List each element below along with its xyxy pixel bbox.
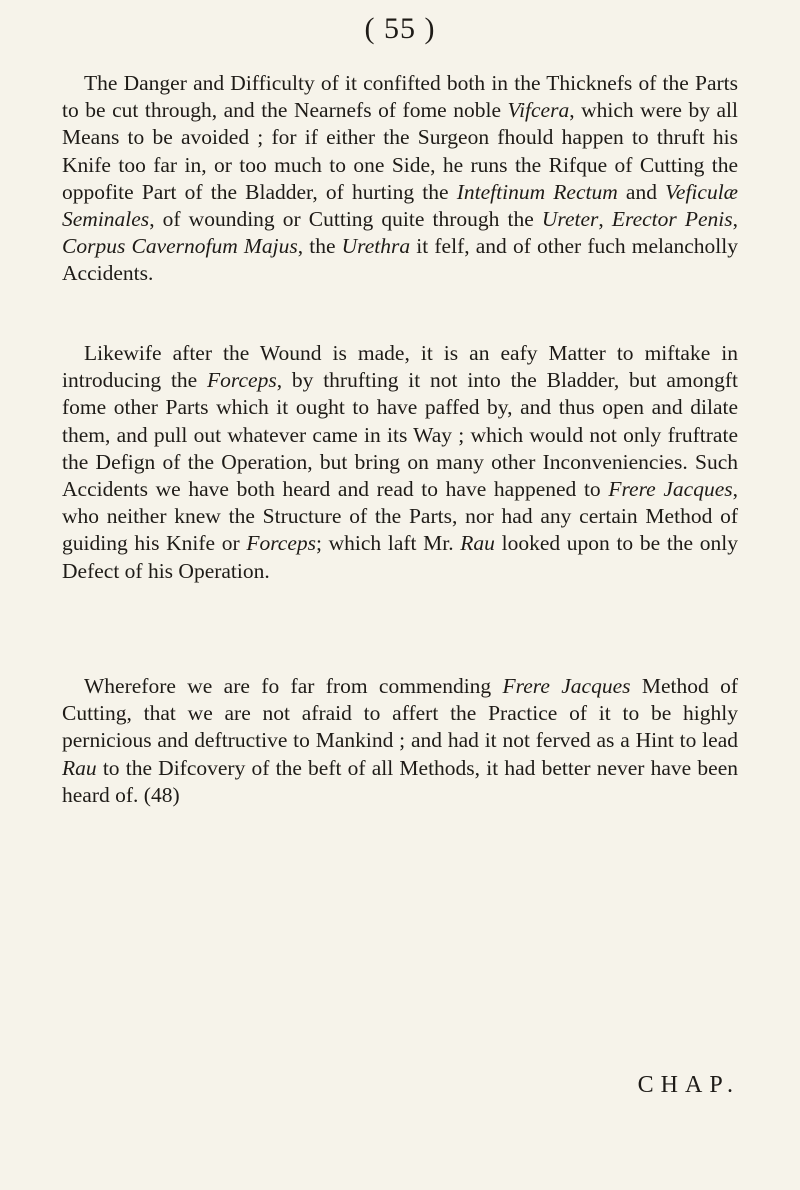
text-run: , the: [297, 234, 342, 259]
page-number: ( 55 ): [364, 12, 436, 45]
text-run: it felf, and of other fuch melancholly Accidents.: [62, 234, 738, 286]
italic-term: Urethra: [341, 234, 411, 259]
italic-term: Forceps: [207, 368, 277, 393]
italic-term: Veficulæ Seminales: [62, 179, 739, 232]
italic-term: Ureter: [541, 207, 599, 232]
paragraph-1: [62, 70, 738, 288]
text-run: Wherefore we are fo far from commending: [84, 674, 503, 698]
text-run: The Danger and Difficulty of it confifted both in the Thicknefs of the Parts to be cut through, and the Nearnefs of fome noble: [62, 71, 738, 123]
italic-term: Frere Jacques: [608, 477, 733, 502]
text-run: ,: [732, 207, 738, 232]
text-run: ; which laft Mr.: [315, 531, 461, 556]
italic-term: Rau: [62, 755, 97, 780]
text-run: , who neither knew the Structure of the Parts, nor had any certain Method of guiding his Knife or: [62, 477, 739, 556]
text-run: looked upon to be the only Defect of his Operation.: [62, 531, 738, 583]
italic-term: Vifcera: [507, 98, 570, 123]
text-run: Likewife after the Wound is made, it is an eafy Matter to miftake in introducing the: [62, 341, 738, 393]
italic-term: Erector Penis: [611, 207, 733, 232]
paragraph-3: [62, 673, 738, 809]
italic-term: Forceps: [246, 531, 316, 556]
paragraph-2: [62, 340, 738, 585]
italic-term: Inteftinum Rectum: [456, 179, 618, 204]
text-run: ,: [598, 207, 612, 232]
italic-term: Frere Jacques: [502, 674, 631, 698]
italic-term: Corpus Cavernofum Majus: [62, 234, 298, 259]
italic-term: Rau: [460, 531, 495, 556]
catchword: CHAP.: [637, 1072, 740, 1098]
text-run: , by thrufting it not into the Bladder, but amongft fome other Parts which it ought to have paffed by, and thus open and dilate them, and pull out whatever came in its Way ; which would not only fruftrate the Defign of the Operation, but bring on many other Inconveniencies. Such Accidents we have both heard and read to have happened to: [62, 368, 738, 502]
text-run: , which were by all Means to be avoided ; for if either the Surgeon fhould happen to thruft his Knife too far in, or too much to one Side, he runs the Rifque of Cutting the oppofite Part of the Bladder, of hurting the: [62, 98, 738, 204]
text-run: Method of Cutting, that we are not afraid to affert the Practice of it to be highly pernicious and deftructive to Mankind ; and had it not ferved as a Hint to lead: [62, 674, 739, 753]
text-run: to the Difcovery of the beft of all Methods, it had better never have been heard of. (48): [62, 755, 738, 807]
text-run: , of wounding or Cutting quite through the: [149, 207, 542, 232]
text-run: and: [617, 179, 666, 204]
